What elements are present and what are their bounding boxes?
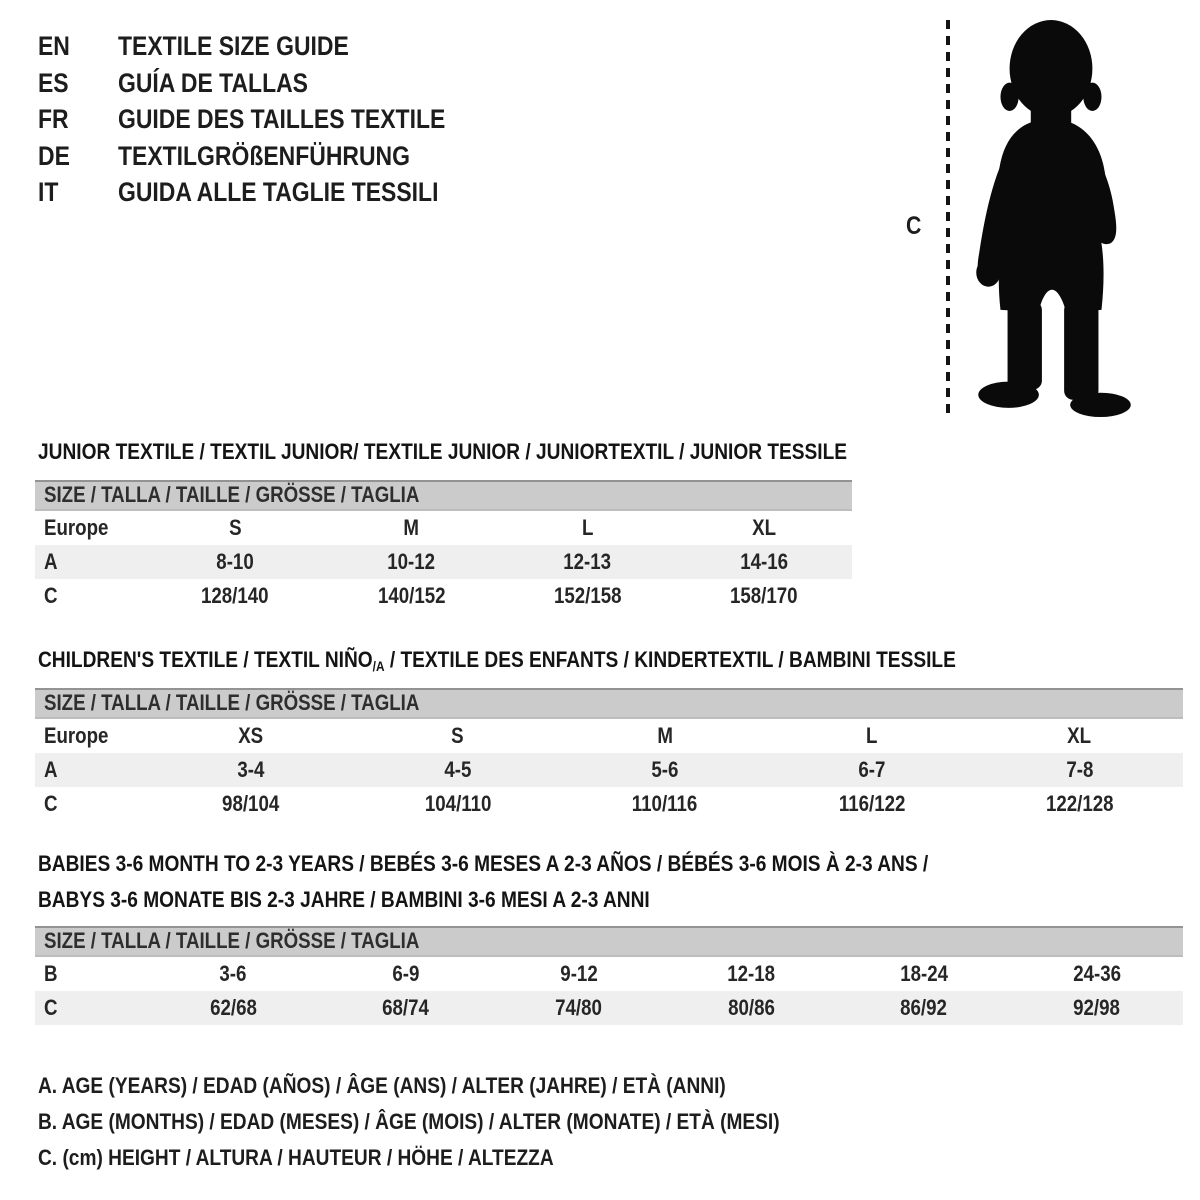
table-row: C 128/140 140/152 152/158 158/170: [35, 579, 852, 613]
language-title-list: [38, 28, 503, 211]
guide-title: TEXTILE SIZE GUIDE: [118, 31, 349, 61]
size-header-band: SIZE / TALLA / TAILLE / GRÖSSE / TAGLIA: [35, 480, 852, 511]
babies-size-table: [35, 926, 1183, 1025]
row-label: C: [44, 583, 58, 608]
height-measure-dashed-line: [946, 20, 950, 418]
language-code: IT: [38, 177, 59, 207]
junior-size-table: [35, 480, 852, 613]
row-label: C: [44, 791, 58, 816]
babies-section-heading: BABIES 3-6 MONTH TO 2-3 YEARS / BEBÉS 3-6 MESES A 2-3 AÑOS / BÉBÉS 3-6 MOIS À 2-3 ANS / BABYS 3-6 MONATE BIS 2-3 JAHRE / BAMBINI 3-6 MESI A 2-3 ANNI: [38, 851, 929, 912]
row-label: Europe: [44, 515, 109, 540]
list-item: [38, 101, 503, 138]
junior-section-heading: JUNIOR TEXTILE / TEXTIL JUNIOR/ TEXTILE JUNIOR / JUNIORTEXTIL / JUNIOR TESSILE: [38, 439, 848, 464]
children-section-heading: CHILDREN'S TEXTILE / TEXTIL NIÑO/A / TEXTILE DES ENFANTS / KINDERTEXTIL / BAMBINI TESSILE: [38, 647, 956, 674]
row-label: B: [44, 961, 58, 986]
table-row: Europe XS S M L XL: [35, 719, 1183, 753]
language-code: DE: [38, 140, 70, 171]
table-row: C 98/104 104/110 110/116 116/122 122/128: [35, 787, 1183, 821]
legend-line-a: A. AGE (YEARS) / EDAD (AÑOS) / ÂGE (ANS) / ALTER (JAHRE) / ETÀ (ANNI): [38, 1073, 726, 1098]
children-size-table: [35, 688, 1183, 821]
language-code: ES: [38, 67, 69, 98]
height-measure-label: C: [906, 212, 922, 240]
measurement-legend: [38, 1068, 910, 1176]
table-row: A 3-4 4-5 5-6 6-7 7-8: [35, 753, 1183, 787]
list-item: [38, 65, 503, 102]
table-row: Europe S M L XL: [35, 511, 852, 545]
list-item: [38, 174, 503, 211]
table-row: A 8-10 10-12 12-13 14-16: [35, 545, 852, 579]
list-item: [38, 28, 503, 65]
table-row: B 3-6 6-9 9-12 12-18 18-24 24-36: [35, 957, 1183, 991]
row-label: A: [44, 757, 58, 782]
row-label: A: [44, 549, 58, 574]
legend-line-b: B. AGE (MONTHS) / EDAD (MESES) / ÂGE (MOIS) / ALTER (MONATE) / ETÀ (MESI): [38, 1109, 780, 1134]
size-header-band: SIZE / TALLA / TAILLE / GRÖSSE / TAGLIA: [35, 688, 1183, 719]
list-item: [38, 138, 503, 175]
size-header-band: SIZE / TALLA / TAILLE / GRÖSSE / TAGLIA: [35, 926, 1183, 957]
guide-title: GUIDE DES TAILLES TEXTILE: [118, 104, 446, 134]
language-code: FR: [38, 104, 69, 134]
guide-title: GUIDA ALLE TAGLIE TESSILI: [118, 177, 439, 207]
legend-line-c: C. (cm) HEIGHT / ALTURA / HAUTEUR / HÖHE / ALTEZZA: [38, 1145, 554, 1170]
toddler-silhouette-icon: [962, 14, 1142, 418]
row-label: Europe: [44, 723, 109, 748]
language-code: EN: [38, 31, 70, 61]
guide-title: TEXTILGRÖßENFÜHRUNG: [118, 140, 410, 171]
row-label: C: [44, 995, 58, 1020]
guide-title: GUÍA DE TALLAS: [118, 67, 308, 98]
table-row: C 62/68 68/74 74/80 80/86 86/92 92/98: [35, 991, 1183, 1025]
